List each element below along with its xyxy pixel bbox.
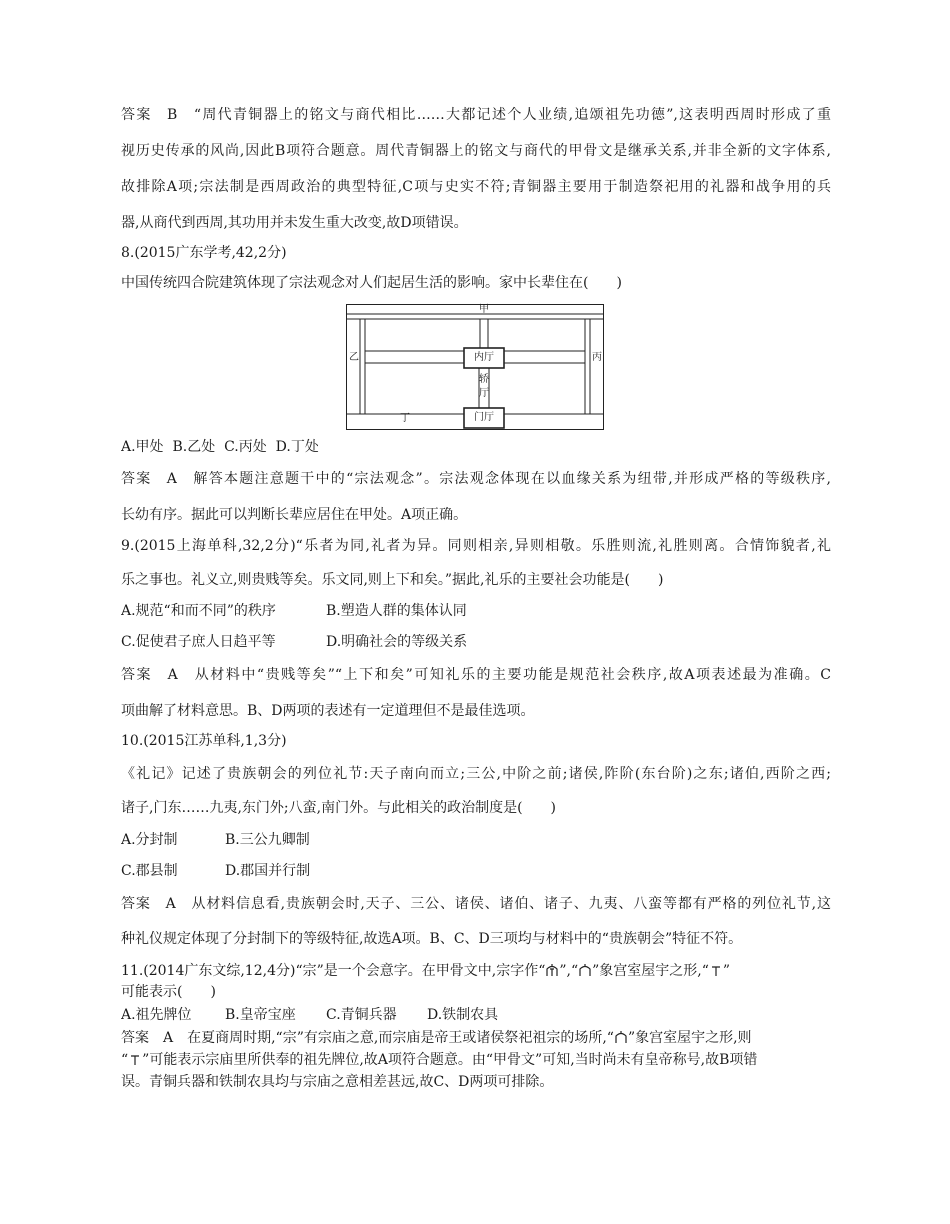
q8-answer-line-1: 答案 A 解答本题注意题干中的“宗法观念”。宗法观念体现在以血缘关系为纽带,并形成严格的等级秩序, [121,471,831,487]
q11-option-a: A.祖先牌位 [121,1007,192,1023]
q10-stem-line-2: 诸子,门东……九夷,东门外;八蛮,南门外。与此相关的政治制度是( ) [121,800,556,816]
q10-option-a: A.分封制 [121,832,178,848]
q11-line-1-part-d: ” [722,963,731,979]
q11-options-row [121,1006,831,1024]
q8-stem: 中国传统四合院建筑体现了宗法观念对人们起居生活的影响。家中长辈住在( ) [121,275,622,291]
q10-options-row-1 [121,831,831,849]
q10-option-b: B.三公九卿制 [225,832,310,848]
q11-answer-line-1-part-a: 答案 A 在夏商周时期,“宗”有宗庙之意,而宗庙是帝王或诸侯祭祀祖宗的场所,“ [121,1030,614,1046]
q9-option-b: B.塑造人群的集体认同 [326,603,467,619]
label-bing: 丙 [592,352,602,363]
answer-b-line-1: 答案 B “周代青铜器上的铭文与商代相比……大都记述个人业绩,追颂祖先功德”,这表明西周时形成了重 [121,107,831,123]
q11-option-c: C.青铜兵器 [326,1007,397,1023]
oracle-tablet-icon [709,963,723,977]
q9-options-row-2 [121,633,831,651]
label-menting: 门厅 [474,412,494,423]
q8-options: A.甲处 B.乙处 C.丙处 D.丁处 [121,439,319,455]
q10-answer-line-2: 种礼仪规定体现了分封制下的等级特征,故选A项。B、C、D三项均与材料中的“贵族朝会”特征不符。 [121,931,743,947]
q10-header: 10.(2015江苏单科,1,3分) [121,733,287,749]
q11-answer-line-2 [121,1051,831,1069]
label-qiaoting-1: 轿 [479,374,489,385]
q11-line-1 [121,962,831,980]
oracle-roof-icon [614,1030,628,1044]
q9-option-a: A.规范“和而不同”的秩序 [121,603,276,619]
q11-option-d: D.铁制农具 [427,1007,499,1023]
q9-answer-line-2: 项曲解了材料意思。B、D两项的表述有一定道理但不是最佳选项。 [121,703,535,719]
oracle-zong-icon [545,963,559,977]
q9-line-1: 9.(2015上海单科,32,2分)“乐者为同,礼者为异。同则相亲,异则相敬。乐胜则流,礼胜则离。合情饰貌者,礼 [121,538,831,554]
q9-line-2: 乐之事也。礼义立,则贵贱等矣。乐文同,则上下和矣。”据此,礼乐的主要社会功能是( ) [121,572,664,588]
q11-line-1-part-a: 11.(2014广东文综,12,4分)“宗”是一个会意字。在甲骨文中,宗字作“ [121,963,546,979]
q9-options-row-1 [121,602,831,620]
q11-line-1-part-b: ”,“ [559,963,579,979]
q8-header: 8.(2015广东学考,42,2分) [121,245,287,261]
label-jia: 甲 [479,304,489,315]
q9-option-c: C.促使君子庶人日趋平等 [121,634,276,650]
q10-option-c: C.郡县制 [121,863,178,879]
q9-answer-line-1: 答案 A 从材料中“贵贱等矣”“上下和矣”可知礼乐的主要功能是规范社会秩序,故A项表述最为准确。C [121,667,831,683]
answer-b-line-2: 视历史传承的风尚,因此B项符合题意。周代青铜器上的铭文与商代的甲骨文是继承关系,并非全新的文字体系, [121,143,831,159]
q11-line-2: 可能表示( ) [121,984,216,1000]
q11-option-b: B.皇帝宝座 [225,1007,296,1023]
q10-option-d: D.郡国并行制 [225,863,311,879]
q10-stem-line-1: 《礼记》记述了贵族朝会的列位礼节:天子南向而立;三公,中阶之前;诸侯,阼阶(东台阶)之东;诸伯,西阶之西; [121,766,831,782]
answer-b-line-4: 器,从商代到西周,其功用并未发生重大改变,故D项错误。 [121,215,468,231]
q11-answer-line-1-part-b: ”象宫室屋宇之形,则 [627,1030,752,1046]
q11-answer-line-1 [121,1029,831,1047]
oracle-tablet-icon [128,1052,142,1066]
q9-option-d: D.明确社会的等级关系 [326,634,468,650]
courtyard-diagram [346,304,604,430]
q11-answer-line-3: 误。青铜兵器和铁制农具均与宗庙之意相差甚远,故C、D两项可排除。 [121,1074,554,1090]
label-neiting: 内厅 [474,352,494,363]
q11-answer-line-2-part-b: ”可能表示宗庙里所供奉的祖先牌位,故A项符合题意。由“甲骨文”可知,当时尚未有皇帝称号,故B项错 [142,1052,758,1068]
label-yi: 乙 [349,352,359,363]
label-ding: 丁 [400,413,410,424]
q11-answer-line-2-part-a: “ [121,1052,129,1068]
q8-answer-line-2: 长幼有序。据此可以判断长辈应居住在甲处。A项正确。 [121,507,468,523]
label-qiaoting-2: 厅 [479,388,489,399]
q11-line-1-part-c: ”象宫室屋宇之形,“ [592,963,709,979]
oracle-roof-icon [578,963,592,977]
q10-options-row-2 [121,862,831,880]
q10-answer-line-1: 答案 A 从材料信息看,贵族朝会时,天子、三公、诸侯、诸伯、诸子、九夷、八蛮等都有严格的列位礼节,这 [121,896,831,912]
answer-b-line-3: 故排除A项;宗法制是西周政治的典型特征,C项与史实不符;青铜器主要用于制造祭祀用的礼器和战争用的兵 [121,179,831,195]
